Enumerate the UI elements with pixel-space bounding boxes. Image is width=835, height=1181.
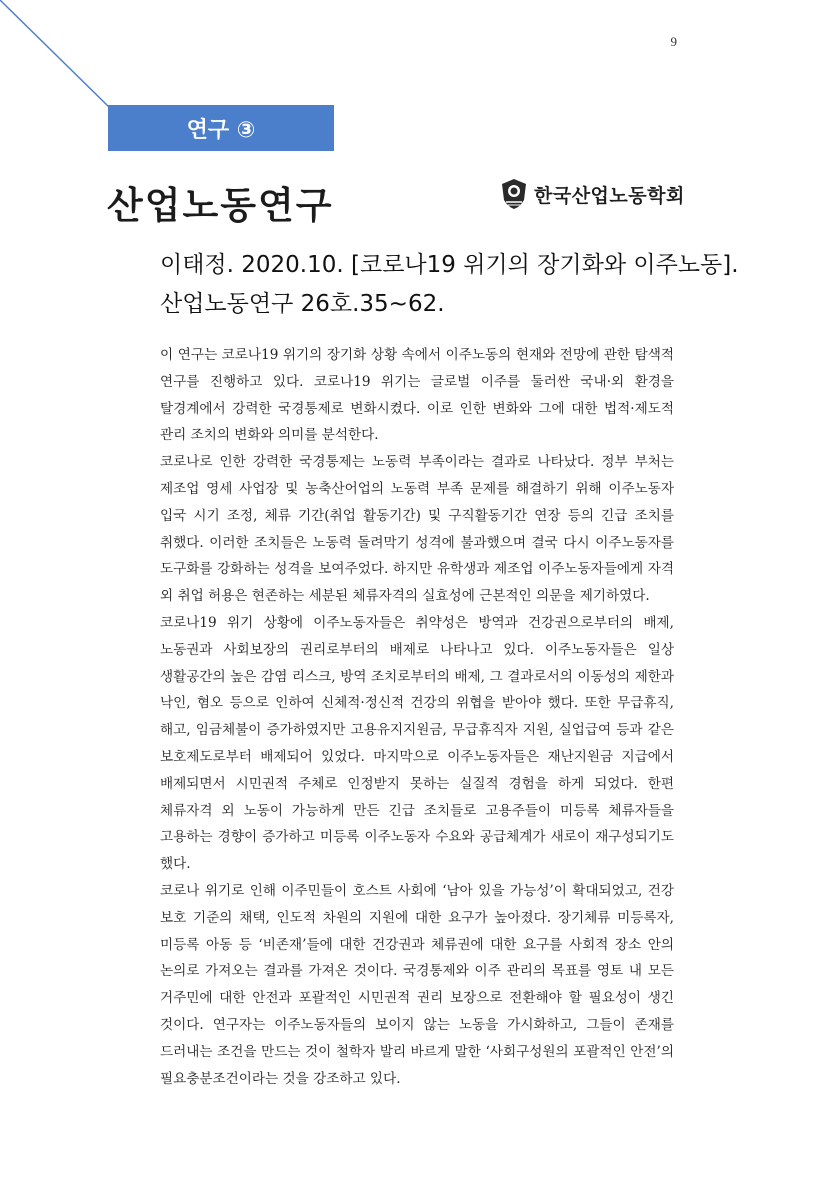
section-tab: 연구 ③	[108, 105, 334, 151]
body-paragraph-1: 이 연구는 코로나19 위기의 장기화 상황 속에서 이주노동의 현재와 전망에 관한 탐색적 연구를 진행하고 있다. 코로나19 위기는 글로벌 이주를 둘러싼 국내·외 환경을 탈경계에서 강력한 국경통제로 변화시켰다. 이로 인한 변화와 그에 대한 법적·제도적 관리 조치의 변화와 의미를 분석한다.	[160, 347, 674, 444]
page-number: 9	[670, 34, 677, 49]
journal-title: 산업노동연구	[107, 184, 334, 227]
abstract-body	[160, 342, 674, 1092]
society-name: 한국산업노동학회	[534, 184, 685, 207]
body-paragraph-2: 코로나로 인한 강력한 국경통제는 노동력 부족이라는 결과로 나타났다. 정부 부처는 제조업 영세 사업장 및 농축산어업의 노동력 부족 문제를 해결하기 위해 이주노동자 입국 시기 조정, 체류 기간(취업 활동기간) 및 구직활동기간 연장 등의 긴급 조치를 취했다. 이러한 조치들은 노동력 돌려막기 성격에 불과했으며 결국 다시 이주노동자를 도구화를 강화하는 성격을 보여주었다. 하지만 유학생과 제조업 이주노동자들에게 자격 외 취업 허용은 현존하는 세분된 체류자격의 실효성에 근본적인 의문을 제기하였다.	[160, 454, 674, 605]
society-emblem-icon	[500, 178, 528, 210]
body-paragraph-4: 코로나 위기로 인해 이주민들이 호스트 사회에 ‘남아 있을 가능성’이 확대되었고, 건강 보호 기준의 채택, 인도적 차원의 지원에 대한 요구가 높아졌다. 장기체류 미등록자, 미등록 아동 등 ‘비존재’들에 대한 건강권과 체류권에 대한 요구를 사회적 장소 안의 논의로 가져오는 결과를 가져온 것이다. 국경통제와 이주 관리의 목표를 영토 내 모든 거주민에 대한 안전과 포괄적인 시민권적 권리 보장으로 전환해야 할 필요성이 생긴 것이다. 연구자는 이주노동자들의 보이지 않는 노동을 가시화하고, 그들이 존재를 드러내는 조건을 만드는 것이 철학자 발리 바르게 말한 ‘사회구성원의 포괄적인 안전’의 필요충분조건이라는 것을 강조하고 있다.	[160, 882, 674, 1087]
citation	[160, 246, 739, 324]
body-paragraph-3: 코로나19 위기 상황에 이주노동자들은 취약성은 방역과 건강권으로부터의 배제, 노동권과 사회보장의 권리로부터의 배제로 나타나고 있다. 이주노동자들은 일상 생활공간의 높은 감염 리스크, 방역 조치로부터의 배제, 그 결과로서의 이동성의 제한과 낙인, 혐오 등으로 인하여 신체적·정신적 건강의 위협을 받아야 했다. 또한 무급휴직, 해고, 임금체불이 증가하였지만 고용유지지원금, 무급휴직자 지원, 실업급여 등과 같은 보호제도로부터 배제되어 있었다. 마지막으로 이주노동자들은 재난지원금 지급에서 배제되면서 시민권적 주체로 인정받지 못하는 실질적 경험을 하게 되었다. 한편 체류자격 외 노동이 가능하게 만든 긴급 조치들로 고용주들이 미등록 체류자들을 고용하는 경향이 증가하고 미등록 이주노동자 수요와 공급체계가 새로이 재구성되기도 했다.	[160, 614, 674, 873]
society-logo	[500, 178, 685, 210]
citation-line-1: 이태정. 2020.10. [코로나19 위기의 장기화와 이주노동].	[160, 252, 739, 278]
citation-line-2: 산업노동연구 26호.35~62.	[160, 291, 445, 317]
